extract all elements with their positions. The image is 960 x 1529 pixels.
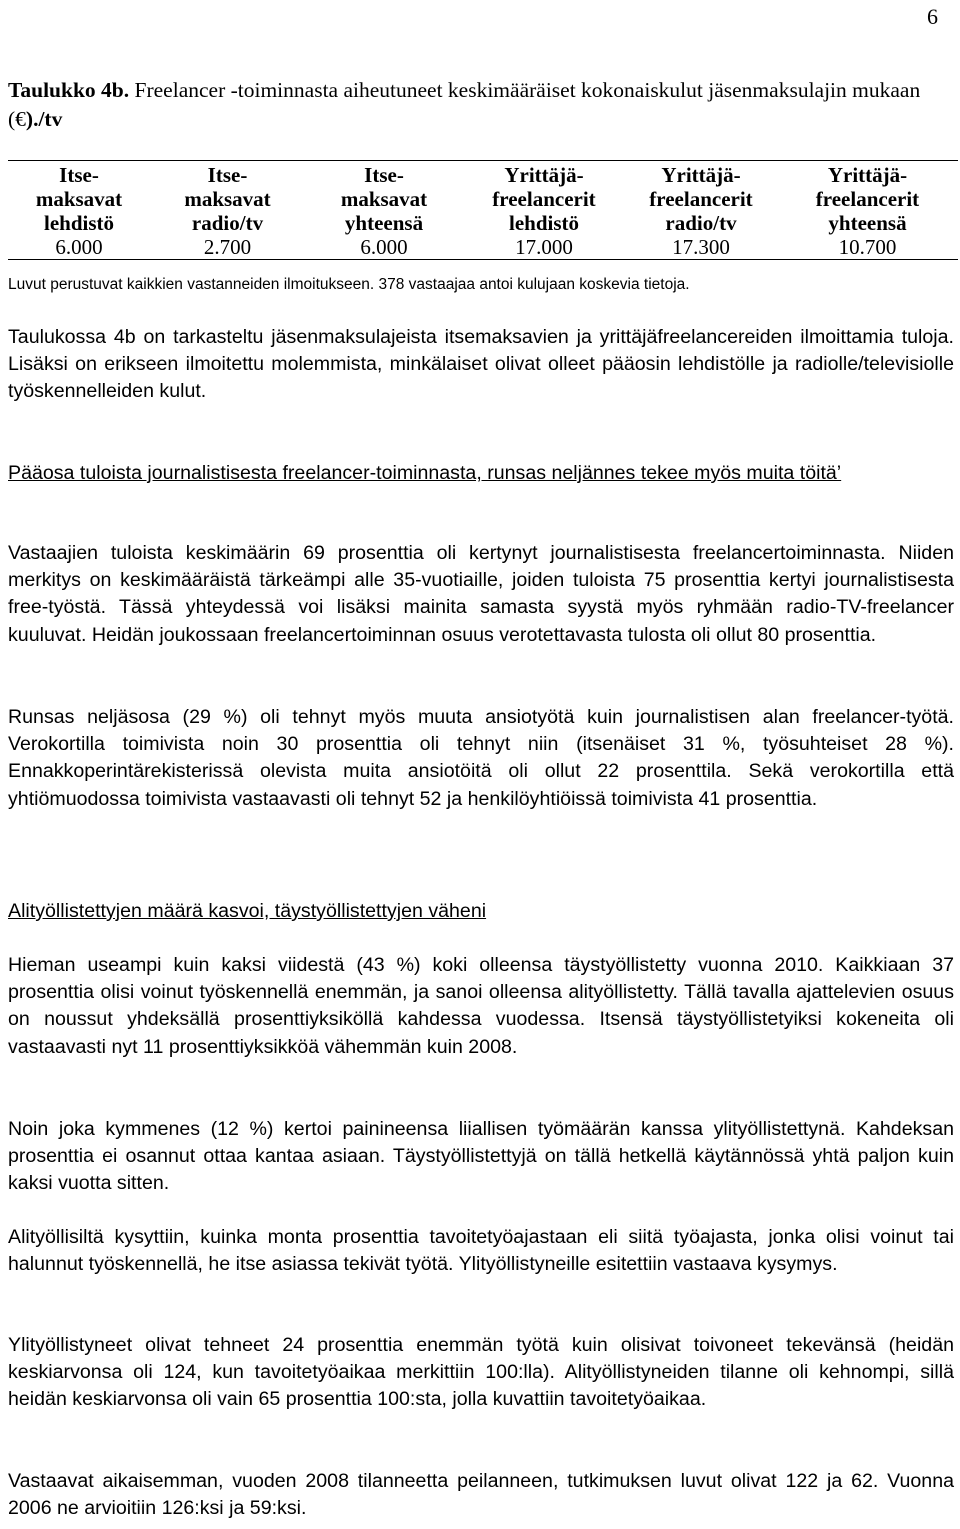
table-caption [8, 76, 954, 134]
page-number: 6 [927, 4, 938, 29]
paragraph-other-work: Runsas neljäsosa (29 %) oli tehnyt myös muuta ansiotyötä kuin journalistisen alan freelancer-työtä. Verokortilla toimivista noin 30 prosenttia oli tehnyt niin (itsenäiset 31 %, työsuhteiset 28 %). Ennakkoperintärekisterissä olevista muita ansiotöitä oli ollut 22 prosenttila. Sekä verokortilla että yhtiömuodossa toimivista vastaavasti oli tehnyt 52 ja henkilöyhtiöissä toimivista 41 prosenttia. [8, 706, 954, 810]
header-cell: Yrittäjä- freelancerit radio/tv [649, 163, 753, 235]
value-cell: 10.700 [838, 235, 897, 259]
euro-symbol: € [15, 107, 26, 131]
section-heading-income: Pääosa tuloista journalistisesta freelancer-toiminnasta, runsas neljännes tekee myös muita töitä’ [8, 462, 842, 484]
caption-label: Taulukko 4b. [8, 78, 130, 102]
cost-table [8, 160, 958, 260]
value-cell: 17.000 [515, 235, 573, 259]
paragraph-question: Alityöllisiltä kysyttiin, kuinka monta prosenttia tavoitetyöajastaan eli siitä työajasta, jonka olisi voinut tai halunnut työskennellä, he itse asiassa tekivät työtä. Ylityöllistyneille esitettiin vastaava kysymys. [8, 1226, 954, 1276]
paragraph-results: Ylityöllistyneet olivat tehneet 24 prosenttia enemmän työtä kuin olisivat toivoneet tekevänsä (heidän keskiarvonsa oli 124, kun tavoitetyöaikaa merkittiin 100:lla). Alityöllistyneiden tilanne oli kehnompi, sillä heidän keskiarvonsa oli vain 65 prosenttia 100:sta, jolla kuvattiin tavoitetyöaikaa. [8, 1334, 954, 1411]
table-header-row [8, 161, 958, 236]
paragraph-overemployment: Noin joka kymmenes (12 %) kertoi painineensa liiallisen työmäärän kanssa ylityöllistettynä. Kahdeksan prosenttia ei osannut ottaa kantaa asiaan. Täystyöllistettyjä on tällä hetkellä käytännössä yhtä paljon kuin kaksi vuotta sitten. [8, 1118, 954, 1195]
table-row [8, 235, 958, 260]
paragraph-employment: Hieman useampi kuin kaksi viidestä (43 %) koki olleensa täystyöllistetty vuonna 2010. Kaikkiaan 37 prosenttia olisi voinut työskennellä enemmän, ja sanoi olleensa alityöllistetty. Tällä tavalla ajattelevien osuus on noussut yhdeksällä prosenttiyksiköllä kahdessa vuodessa. Itsensä täystyöllistetyiksi kokeneita oli vastaavasti nyt 11 prosenttiyksikköä vähemmän kuin 2008. [8, 954, 954, 1058]
header-cell: Itse- maksavat radio/tv [184, 163, 271, 235]
paragraph-intro: Taulukossa 4b on tarkasteltu jäsenmaksulajeista itsemaksavien ja yrittäjäfreelancereiden ilmoittamia tuloja. Lisäksi on erikseen ilmoitettu molemmista, minkälaiset olivat olleet pääosin lehdistölle ja radiolle/televisiolle työskennelleiden kulut. [8, 326, 954, 403]
section-heading-employment: Alityöllistettyjen määrä kasvoi, täystyöllistettyjen väheni [8, 900, 487, 922]
paragraph-comparison: Vastaavat aikaisemman, vuoden 2008 tilanneetta peilanneen, tutkimuksen luvut olivat 122 ja 62. Vuonna 2006 ne arvioitiin 126:ksi ja 59:ksi. [8, 1470, 954, 1520]
value-cell: 17.300 [672, 235, 730, 259]
value-cell: 6.000 [55, 235, 103, 259]
value-cell: 6.000 [360, 235, 408, 259]
header-cell: Itse- maksavat lehdistö [35, 163, 123, 235]
value-cell: 2.700 [203, 235, 252, 259]
header-cell: Yrittäjä- freelancerit lehdistö [492, 163, 596, 235]
caption-text: Freelancer -toiminnasta aiheutuneet keskimääräiset kokonaiskulut jäsenmaksulajin mukaan ( [8, 78, 921, 131]
table-note: Luvut perustuvat kaikkien vastanneiden ilmoitukseen. 378 vastaajaa antoi kulujaan koskevia tietoja. [8, 276, 690, 293]
paragraph-income: Vastaajien tuloista keskimäärin 69 prosenttia oli kertynyt journalistisesta freelancertoiminnasta. Niiden merkitys on keskimääräistä tärkeämpi alle 35-vuotiaille, joiden tuloista 75 prosenttia kertyi journalistisesta free-työstä. Tässä yhteydessä voi lisäksi mainita samasta syystä myös ryhmään radio-TV-freelancer kuuluvat. Heidän joukossaan freelancertoiminnan osuus verotettavasta tulosta oli ollut 80 prosenttia. [8, 542, 954, 646]
caption-tail: )./tv [25, 107, 63, 131]
header-cell: Yrittäjä- freelancerit yhteensä [815, 163, 920, 235]
header-cell: Itse- maksavat yhteensä [340, 163, 428, 235]
